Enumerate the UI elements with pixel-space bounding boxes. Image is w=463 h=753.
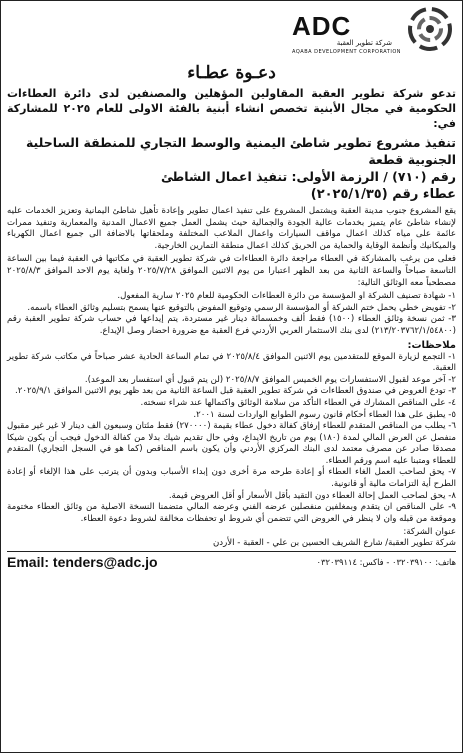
list-item: ٣- تودع العروض في صندوق العطاءات في شركة تطوير العقبة قبل الساعة الثانية من بعد ظهر يوم الاثنين الموافق ٢٠٢٥/٩/١. — [15, 386, 456, 397]
list-item: ٢- تفويض خطي يحمل ختم الشركة أو المؤسسة الرسمي وتوقيع المفوض بالتوقيع عنها يسمح بتسليم وثائق العطاء باسمه. — [27, 302, 456, 313]
logo-arabic-name: شركة تطوير العقبة — [336, 39, 392, 47]
project-description: يقع المشروع جنوب مدينة العقبة ويشتمل المشروع على تنفيذ اعمال تطوير وإعادة تأهيل شاطئ اليمانية وتعزيز الخدمات عليه لإنشاء شاطئ عام يتميز بخدمات عالية الجودة والجمالية حيث يشمل العمل جميع الاعمال المدنية والمعمارية وتنفيذ ممرات عائمة على مياه كذلك اعمال مواقف السيارات واعمال الملاعب المختلفة وملحقاتها بالاضافة الى جميع اعمال الكهرباء والميكانيك وأنظمة الوقاية والحماية من الحريق كذلك اعمال منطقة التمارين الخارجية. — [7, 206, 456, 251]
intro-text: تدعو شركة تطوير العقبة المقاولين المؤهلين والمصنفين لدى دائرة العطاءات الحكومية في مجال الأبنية تخصص انشاء أبنية بالفئة الاولى للعام ٢٠٢٥ للمشاركة في: — [7, 87, 456, 130]
list-item: ١- شهادة تصنيف الشركة او المؤسسة من دائرة العطاءات الحكومية للعام ٢٠٢٥ سارية المفعول. — [117, 291, 456, 302]
list-item: ٨- يحق لصاحب العمل إحالة العطاء دون التقيد بأقل الأسعار أو أقل العروض قيمة. — [168, 490, 456, 501]
project-line: رقم (٧١٠) / الرزمة الأولى: تنفيذ اعمال الشاطئ — [161, 169, 456, 184]
list-item: ٤- على المناقص المشارك في العطاء التأكد من سلامة الوثائق واكتمالها عند شراء نسخته. — [140, 397, 456, 408]
list-item: ٢- آخر موعد لقبول الاستفسارات يوم الخميس الموافق ٢٠٢٥/٨/٧ (لن يتم قبول أي استفسار بعد الموعد). — [84, 374, 456, 385]
project-line: تنفيذ مشروع تطوير شاطئ اليمنية والوسط التجاري للمنطقة الساحلية الجنوبية قطعة — [25, 135, 456, 167]
required-documents-list — [7, 291, 456, 337]
list-item: ١- التجمع لزيارة الموقع للمتقدمين يوم الاثنين الموافق ٢٠٢٥/٨/٤ في تمام الساعة الحادية عشر صباحاً في مكاتب شركة تطوير العقبة. — [7, 351, 456, 374]
adc-logo-icon — [408, 7, 452, 51]
participation-instructions: فعلى من يرغب بالمشاركة في العطاء مراجعة دائرة العطاءات في شركة تطوير العقبة في مكاتبها في العقبة فيما بين الساعة التاسعة صباحاً والساعة الثانية من بعد الظهر اعتبارا من يوم الاثنين الموافق ٢٠٢٥/٧/٢٨ ولغاية يوم الاحد الموافق ٢٠٢٥/٨/٣ مصطحباً معه الوثائق التالية: — [7, 254, 456, 288]
bid-number: عطاء رقم (٢٠٢٥/١/٣٥) — [310, 187, 456, 202]
list-item: ٦- يطلب من المناقص المتقدم للعطاء إرفاق كفالة دخول عطاء بقيمة (٢٧٠٠٠٠) فقط مئتان وسبعون الف دينار لا غير غير مقبول منفصل عن العرض المالي لمدة (١٨٠) يوم من تاريخ الايداع، وفي حال تقديم شيك بدلا من كفالة الدخول فيجب أن يكون شيكا مصدقا صادر عن مصرف معتمد لدى البنك المركزي الأردني وأن يكون باسم المناقص (كما هو في السجل التجاري) المتقدم للعطاء ومتبنا عليه اسم ورقم العطاء. — [7, 421, 457, 466]
logo-english-name: AQABA DEVELOPMENT CORPORATION — [292, 49, 401, 55]
page-title: دعـوة عطـاء — [187, 63, 276, 83]
phone-fax: هاتف: ٠٣٢٠٣٩١٠٠ - فاكس: ٠٣٢٠٣٩١١٤ — [316, 557, 456, 568]
list-item: ٧- يحق لصاحب العمل الغاء العطاء أو إعادة طرحه مرة أخرى دون إبداء الأسباب وبدون أن يترتب على هذا الإلغاء أو إعادة الطرح أية التزامات مالية أو قانونية. — [7, 467, 456, 490]
notes-list — [7, 352, 456, 526]
address-text: شركة تطوير العقبة/ شارع الشريف الحسين بن علي - العقبة - الأردن — [212, 538, 456, 549]
list-item: ٥- يطبق على هذا العطاء أحكام قانون رسوم الطوابع الواردات لسنة ٢٠٠١. — [193, 409, 456, 420]
contact-bar — [7, 551, 456, 570]
notes-heading: ملاحظات: — [407, 339, 456, 351]
email-link[interactable]: Email: tenders@adc.jo — [7, 554, 158, 571]
address-label: عنوان الشركة: — [403, 527, 456, 538]
company-logo — [292, 7, 452, 59]
list-item: ٩- على المناقص ان يتقدم وبمغلفين منفصلين عرضه الفني وعرضه المالي متضمنا النسخة الاصلية من وثائق العطاء مختومة وموقعة من قبله وان لا ينظر في العروض التي تتضمن أي شروط او تحفظات مخالفة لشروط دعوة العطاء. — [7, 502, 456, 524]
list-item: ٣- ثمن نسخة وثائق العطاء (١٥٠٠) فقط ألف وخمسمائة دينار غير مستردة، يتم إيداعها في حساب شركة تطوير العقبة رقم (٢١٣/٢٠٣٧٦٢/١/٥٤٨٠٠) لدى بنك الاستثمار العربي الأردني فرع العقبة مع ضرورة احضار وصل الإيداع. — [7, 314, 456, 336]
logo-brand: ADC — [292, 11, 352, 41]
project-name — [7, 134, 456, 185]
company-address-block — [7, 527, 456, 549]
